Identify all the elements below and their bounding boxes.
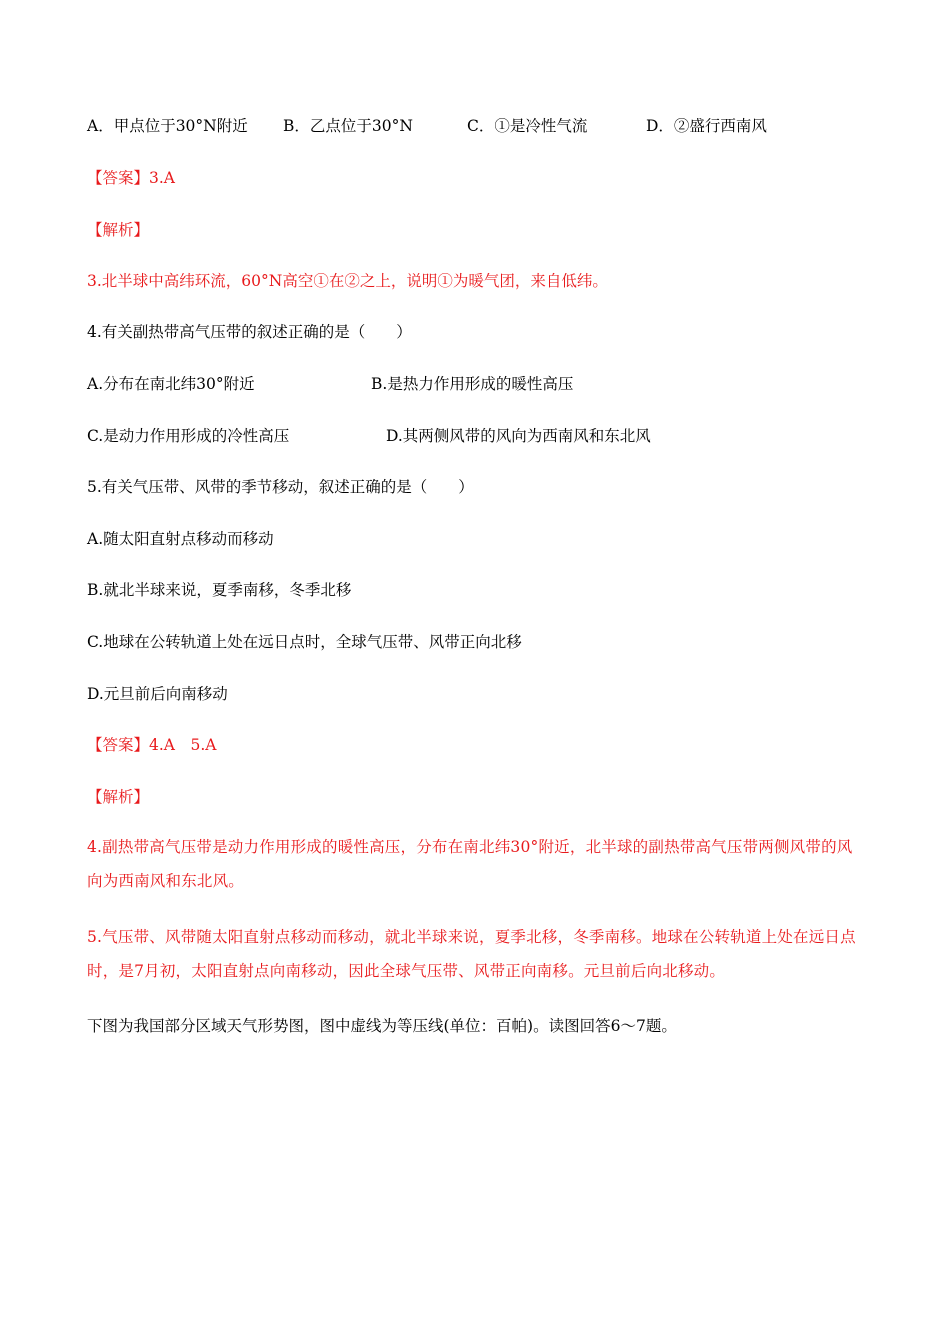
question-5-option-d: D.元旦前后向南移动 <box>87 685 228 703</box>
question-5-stem: 5.有关气压带、风带的季节移动，叙述正确的是（ ） <box>87 478 474 496</box>
analysis-label-3: 【解析】 <box>87 221 150 239</box>
question-3-options <box>87 116 847 136</box>
option-b: B．乙点位于30°N <box>283 117 413 135</box>
question-5-option-c: C.地球在公转轨道上处在远日点时，全球气压带、风带正向北移 <box>87 633 522 651</box>
question-5-option-b: B.就北半球来说，夏季南移，冬季北移 <box>87 581 352 599</box>
answer-3: 【答案】3.A <box>87 169 175 187</box>
analysis-3: 3.北半球中高纬环流，60°N高空①在②之上，说明①为暖气团，来自低纬。 <box>87 272 608 290</box>
option-c: C.是动力作用形成的冷性高压 <box>87 427 290 445</box>
answer-4-5: 【答案】4.A 5.A <box>87 736 217 754</box>
question-4-stem: 4.有关副热带高气压带的叙述正确的是（ ） <box>87 323 412 341</box>
option-a: A．甲点位于30°N附近 <box>87 117 248 135</box>
question-5-option-a: A.随太阳直射点移动而移动 <box>87 530 274 548</box>
analysis-label-4-5: 【解析】 <box>87 788 150 806</box>
analysis-5: 5.气压带、风带随太阳直射点移动而移动，就北半球来说，夏季北移，冬季南移。地球在公转轨道上处在远日点时，是7月初，太阳直射点向南移动，因此全球气压带、风带正向南移。元旦前后向北移动。 <box>87 928 856 980</box>
option-d: D.其两侧风带的风向为西南风和东北风 <box>386 427 651 445</box>
option-d: D．②盛行西南风 <box>646 117 767 135</box>
intro-questions-6-7: 下图为我国部分区域天气形势图，图中虚线为等压线(单位：百帕)。读图回答6～7题。 <box>87 1017 677 1035</box>
analysis-4: 4.副热带高气压带是动力作用形成的暖性高压，分布在南北纬30°附近，北半球的副热带高气压带两侧风带的风向为西南风和东北风。 <box>87 838 853 890</box>
option-c: C．①是冷性气流 <box>467 117 588 135</box>
question-4-options-row2 <box>87 426 847 446</box>
option-b: B.是热力作用形成的暖性高压 <box>371 375 574 393</box>
question-4-options-row1 <box>87 374 847 394</box>
option-a: A.分布在南北纬30°附近 <box>87 375 255 393</box>
